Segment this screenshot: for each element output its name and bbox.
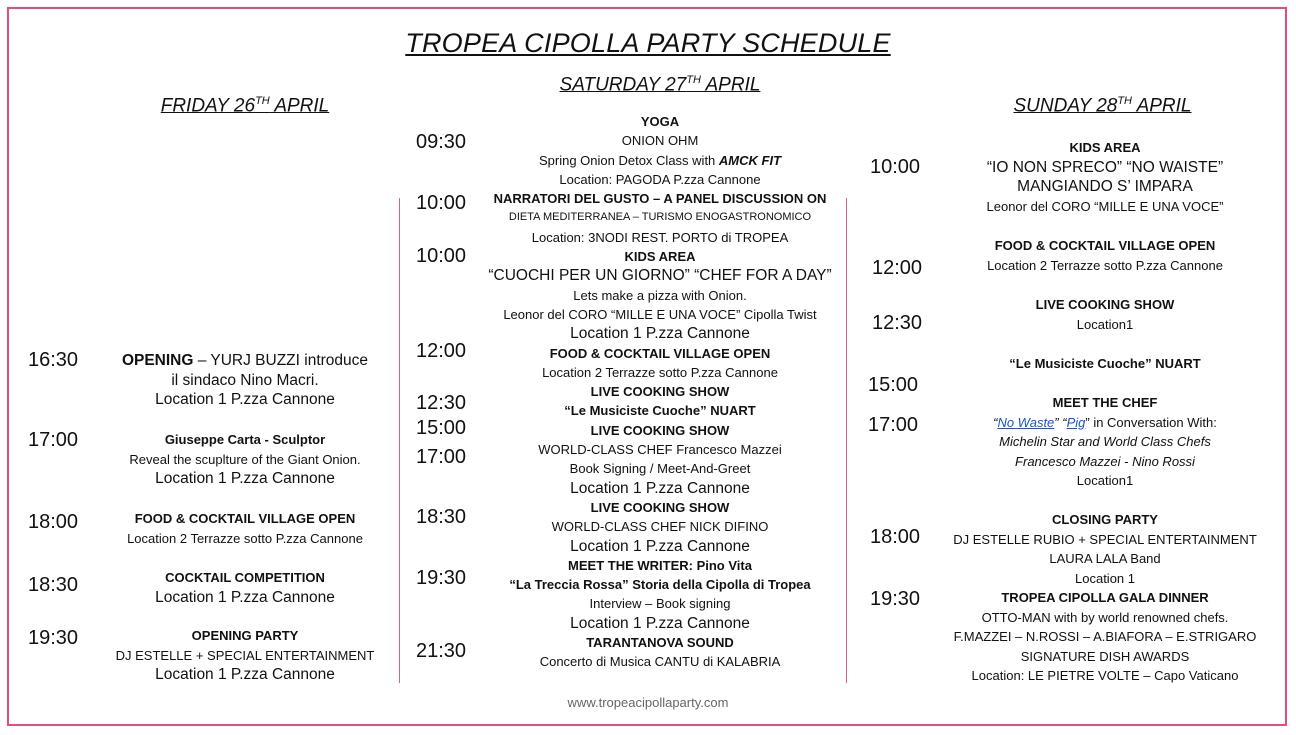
friday-time: 17:00	[28, 429, 79, 451]
sunday-event: MEET THE CHEF “No Waste” “Pig” in Conversation With: Michelin Star and World Class Chefs Francesco Mazzei - Nino Rossi Location1	[993, 395, 1217, 488]
sunday-time: 10:00	[870, 156, 921, 178]
no-waste-link[interactable]: No Waste	[997, 414, 1055, 430]
pig-link[interactable]: Pig	[1066, 414, 1086, 430]
friday-event: OPENING PARTY DJ ESTELLE + SPECIAL ENTERTAINMENT Location 1 P.zza Cannone	[115, 628, 375, 683]
saturday-events: YOGA ONION OHM Spring Onion Detox Class with AMCK FIT Location: PAGODA P.zza Cannone NARRATORI DEL GUSTO – A PANEL DISCUSSION ON DIETA MEDITERRANEA – TURISMO ENOGASTRONOMICO Location: 3NODI REST. PORTO di TROPEA KIDS AREA “CUOCHI PER UN GIORNO” “CHEF FOR A DAY” Lets make a pizza with Onion. Leonor del CORO “MILLE E UNA VOCE” Cipolla Twist Location 1 P.zza Cannone FOOD & COCKTAIL VILLAGE OPEN Location 2 Terrazze sotto P.zza Cannone LIVE COOKING SHOW “Le Musiciste Cuoche” NUART LIVE COOKING SHOW WORLD-CLASS CHEF Francesco Mazzei Book Signing / Meet-And-Greet Location 1 P.zza Cannone LIVE COOKING SHOW WORLD-CLASS CHEF NICK DIFINO Location 1 P.zza Cannone MEET THE WRITER: Pino Vita “La Treccia Rossa” Storia della Cipolla di Tropea Interview – Book signing Location 1 P.zza Cannone TARANTANOVA SOUND Concerto di Musica CANTU di KALABRIA	[488, 114, 832, 670]
saturday-time: 19:30	[416, 567, 467, 589]
saturday-time: 12:00	[416, 340, 467, 362]
sunday-time: 15:00	[868, 374, 919, 396]
sunday-header: SUNDAY 28TH APRIL	[1013, 95, 1192, 117]
saturday-time: 09:30	[416, 131, 467, 153]
sunday-event: LIVE COOKING SHOW Location1	[1035, 297, 1175, 332]
saturday-time: 18:30	[416, 506, 467, 528]
sunday-time: 18:00	[870, 526, 921, 548]
friday-event: FOOD & COCKTAIL VILLAGE OPEN Location 2 Terrazze sotto P.zza Cannone	[127, 511, 363, 546]
sunday-event: CLOSING PARTY DJ ESTELLE RUBIO + SPECIAL ENTERTAINMENT LAURA LALA Band Location 1	[953, 512, 1257, 586]
website-url[interactable]: www.tropeacipollaparty.com	[567, 695, 729, 710]
sunday-event: “Le Musiciste Cuoche” NUART	[1009, 356, 1201, 371]
saturday-header: SATURDAY 27TH APRIL	[559, 74, 761, 96]
friday-event: Giuseppe Carta - Sculptor Reveal the scuplture of the Giant Onion. Location 1 P.zza Cannone	[129, 432, 361, 487]
sunday-time: 17:00	[868, 414, 919, 436]
divider-left	[399, 198, 400, 683]
friday-time: 18:30	[28, 574, 79, 596]
sunday-time: 12:30	[872, 312, 923, 334]
sunday-time: 12:00	[872, 257, 923, 279]
sunday-time: 19:30	[870, 588, 921, 610]
saturday-time: 17:00	[416, 446, 467, 468]
friday-event: COCKTAIL COMPETITION Location 1 P.zza Cannone	[155, 570, 335, 606]
sunday-event: FOOD & COCKTAIL VILLAGE OPEN Location 2 Terrazze sotto P.zza Cannone	[987, 238, 1223, 273]
sunday-event: KIDS AREA “IO NON SPRECO” “NO WAISTE” MANGIANDO S’ IMPARA Leonor del CORO “MILLE E UNA VOCE”	[986, 140, 1224, 214]
saturday-time: 10:00	[416, 245, 467, 267]
page-title: TROPEA CIPOLLA PARTY SCHEDULE	[405, 28, 891, 58]
friday-event: OPENING – YURJ BUZZI introduce il sindaco Nino Macri. Location 1 P.zza Cannone	[121, 352, 369, 408]
saturday-time: 21:30	[416, 640, 467, 662]
sunday-event: TROPEA CIPOLLA GALA DINNER OTTO-MAN with by world renowned chefs. F.MAZZEI – N.ROSSI – A.BIAFORA – E.STRIGARO SIGNATURE DISH AWARDS Location: LE PIETRE VOLTE – Capo Vaticano	[953, 590, 1257, 683]
saturday-time: 12:30	[416, 392, 467, 414]
saturday-time: 10:00	[416, 192, 467, 214]
friday-header: FRIDAY 26TH APRIL	[160, 95, 330, 117]
saturday-time: 15:00	[416, 417, 467, 439]
friday-time: 18:00	[28, 511, 79, 533]
friday-time: 19:30	[28, 627, 79, 649]
friday-time: 16:30	[28, 349, 79, 371]
